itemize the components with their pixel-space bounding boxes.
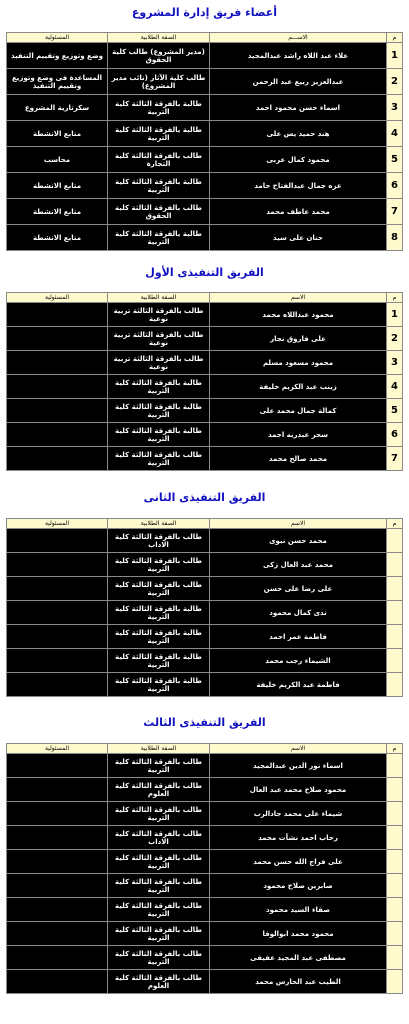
student-status: طالب بالفرقة الثالثة كلية التربية bbox=[108, 898, 210, 922]
member-name: فاطمة عمر احمد bbox=[210, 625, 387, 649]
row-number: 5 bbox=[387, 399, 403, 423]
row-number bbox=[387, 673, 403, 697]
table-row bbox=[7, 399, 403, 423]
section-title-team-3: الفريق التنفيذى الثالث bbox=[143, 716, 266, 729]
table-row bbox=[7, 898, 403, 922]
student-status: طالبة بالفرقة الثالثة كلية التربية bbox=[108, 173, 210, 199]
member-name: علاء عبد اللاه راشد عبدالمجيد bbox=[210, 43, 387, 69]
member-name: محمود عبداللاه محمد bbox=[210, 303, 387, 327]
row-number bbox=[387, 601, 403, 625]
responsibility bbox=[7, 327, 108, 351]
responsibility bbox=[7, 898, 108, 922]
member-name: محمد عبد العال زكى bbox=[210, 553, 387, 577]
table-row bbox=[7, 147, 403, 173]
member-name: الطيب عبد الحارس محمد bbox=[210, 970, 387, 994]
header-role: المسئولية bbox=[7, 293, 108, 303]
table-body bbox=[7, 529, 403, 697]
section-title-team-1: الفريق التنفيذى الأول bbox=[145, 266, 264, 279]
table-row bbox=[7, 303, 403, 327]
student-status: طالب بالفرقة الثالثة تربية نوعية bbox=[108, 351, 210, 375]
table-row bbox=[7, 850, 403, 874]
member-name: على فاروق نجار bbox=[210, 327, 387, 351]
member-name: على رضا على حسن bbox=[210, 577, 387, 601]
table-row bbox=[7, 778, 403, 802]
student-status: طالب كلية الآثار (نائب مدير المشروع) bbox=[108, 69, 210, 95]
member-name: هند حميد يس على bbox=[210, 121, 387, 147]
member-name: رحاب احمد نشأت محمد bbox=[210, 826, 387, 850]
responsibility bbox=[7, 850, 108, 874]
header-num: م bbox=[387, 744, 403, 754]
responsibility: المساعدة فى وضع وتوزيع وتقييم التنفيذ bbox=[7, 69, 108, 95]
table-row bbox=[7, 423, 403, 447]
responsibility bbox=[7, 874, 108, 898]
section-title-team-2: الفريق التنفيذى الثانى bbox=[143, 491, 266, 504]
student-status: طالب بالفرقة الثالثة كلية التربية bbox=[108, 874, 210, 898]
row-number bbox=[387, 898, 403, 922]
member-name: فاطمة عبد الكريم خليفة bbox=[210, 673, 387, 697]
row-number bbox=[387, 850, 403, 874]
table-header-row bbox=[7, 33, 403, 43]
responsibility bbox=[7, 601, 108, 625]
header-status: الصفة الطلابية bbox=[108, 519, 210, 529]
row-number bbox=[387, 970, 403, 994]
member-name: شيماء على محمد جادالرب bbox=[210, 802, 387, 826]
student-status: طالب بالفرقة الثالثة كلية العلوم bbox=[108, 778, 210, 802]
header-name: الاسم bbox=[210, 744, 387, 754]
student-status: طالبة بالفرقة الثالثة كلية التربية bbox=[108, 673, 210, 697]
member-name: حنان على سيد bbox=[210, 225, 387, 251]
header-status: الصفة الطلابية bbox=[108, 293, 210, 303]
student-status: طالبة بالفرقة الثالثة كلية التربية bbox=[108, 423, 210, 447]
member-name: اسماء نور الدين عبدالمجيد bbox=[210, 754, 387, 778]
header-status: الصفة الطلابية bbox=[108, 744, 210, 754]
responsibility bbox=[7, 673, 108, 697]
student-status: طالب بالفرقة الثالثة كلية العلوم bbox=[108, 970, 210, 994]
responsibility bbox=[7, 529, 108, 553]
responsibility: محاسب bbox=[7, 147, 108, 173]
student-status: طالب بالفرقة الثالثة كلية التربية bbox=[108, 946, 210, 970]
responsibility: متابع الانشطة bbox=[7, 225, 108, 251]
student-status: طالب بالفرقة الثالثة كلية الاداب bbox=[108, 826, 210, 850]
student-status: طالبة بالفرقة الثالثة كلية التربية bbox=[108, 375, 210, 399]
member-name: زينب عبد الكريم خليفة bbox=[210, 375, 387, 399]
member-name: عزه جمال عبدالفتاح حامد bbox=[210, 173, 387, 199]
table-row bbox=[7, 199, 403, 225]
table-row bbox=[7, 802, 403, 826]
table-row bbox=[7, 447, 403, 471]
table-row bbox=[7, 225, 403, 251]
responsibility bbox=[7, 778, 108, 802]
table-row bbox=[7, 577, 403, 601]
table-row bbox=[7, 327, 403, 351]
responsibility bbox=[7, 922, 108, 946]
table-row bbox=[7, 826, 403, 850]
responsibility bbox=[7, 754, 108, 778]
student-status: طالبة بالفرقة الثالثة كلية التربية bbox=[108, 121, 210, 147]
table-row bbox=[7, 95, 403, 121]
table-row bbox=[7, 874, 403, 898]
row-number: 1 bbox=[387, 303, 403, 327]
table-row bbox=[7, 375, 403, 399]
header-status: الصفة الطلابية bbox=[108, 33, 210, 43]
header-role: المسئولية bbox=[7, 744, 108, 754]
member-name: محمد عاطف محمد bbox=[210, 199, 387, 225]
student-status: طالبة بالفرقة الثالثة كلية التربية bbox=[108, 625, 210, 649]
header-name: الاسم bbox=[210, 293, 387, 303]
responsibility bbox=[7, 447, 108, 471]
main-title: أعضاء فريق إدارة المشروع bbox=[131, 6, 278, 19]
member-name: على فراج الله حسن محمد bbox=[210, 850, 387, 874]
row-number bbox=[387, 802, 403, 826]
table-row bbox=[7, 922, 403, 946]
row-number: 2 bbox=[387, 327, 403, 351]
responsibility bbox=[7, 303, 108, 327]
responsibility bbox=[7, 802, 108, 826]
member-name: محمود مسعود مسلم bbox=[210, 351, 387, 375]
responsibility bbox=[7, 826, 108, 850]
row-number: 3 bbox=[387, 351, 403, 375]
responsibility bbox=[7, 946, 108, 970]
row-number: 5 bbox=[387, 147, 403, 173]
responsibility: وضع وتوزيع وتقييم التنفيذ bbox=[7, 43, 108, 69]
responsibility bbox=[7, 423, 108, 447]
member-name: اسماء حسن محمود احمد bbox=[210, 95, 387, 121]
header-num: م bbox=[387, 33, 403, 43]
responsibility: متابع الانشطة bbox=[7, 121, 108, 147]
responsibility: متابع الانشطة bbox=[7, 199, 108, 225]
row-number bbox=[387, 553, 403, 577]
table-body bbox=[7, 303, 403, 471]
table-row bbox=[7, 69, 403, 95]
member-name: عبدالعزيز ربيع عبد الرحمن bbox=[210, 69, 387, 95]
row-number bbox=[387, 922, 403, 946]
responsibility bbox=[7, 970, 108, 994]
student-status: طالبة بالفرقة الثالثة كلية التربية bbox=[108, 225, 210, 251]
member-name: كمالة جمال محمد على bbox=[210, 399, 387, 423]
table-row bbox=[7, 601, 403, 625]
student-status: طالب بالفرقة الثالثة كلية التربية bbox=[108, 802, 210, 826]
management-table bbox=[6, 32, 403, 251]
student-status: طالب بالفرقة الثالثة كلية التجارة bbox=[108, 147, 210, 173]
table-row bbox=[7, 649, 403, 673]
table-body bbox=[7, 43, 403, 251]
row-number: 6 bbox=[387, 173, 403, 199]
student-status: طالب بالفرقة الثالثة كلية التربية bbox=[108, 754, 210, 778]
table-row bbox=[7, 625, 403, 649]
table-body bbox=[7, 754, 403, 994]
table-row bbox=[7, 173, 403, 199]
table-row bbox=[7, 351, 403, 375]
member-name: الشيماء رجب محمد bbox=[210, 649, 387, 673]
student-status: طالبة بالفرقة الثالثة كلية التربية bbox=[108, 601, 210, 625]
header-role: المسئولية bbox=[7, 33, 108, 43]
header-role: المسئولية bbox=[7, 519, 108, 529]
student-status: (مدير المشروع) طالب كلية الحقوق bbox=[108, 43, 210, 69]
row-number: 7 bbox=[387, 199, 403, 225]
responsibility: سكرتارية المشروع bbox=[7, 95, 108, 121]
table-row bbox=[7, 673, 403, 697]
row-number bbox=[387, 946, 403, 970]
responsibility bbox=[7, 649, 108, 673]
row-number bbox=[387, 625, 403, 649]
member-name: محمود كمال عربى bbox=[210, 147, 387, 173]
table-row bbox=[7, 946, 403, 970]
student-status: طالب بالفرقة الثالثة كلية التربية bbox=[108, 553, 210, 577]
responsibility bbox=[7, 625, 108, 649]
row-number bbox=[387, 529, 403, 553]
member-name: محمود صلاح محمد عبد العال bbox=[210, 778, 387, 802]
row-number bbox=[387, 778, 403, 802]
member-name: صابرين صلاح محمود bbox=[210, 874, 387, 898]
responsibility bbox=[7, 399, 108, 423]
header-name: الاســـم bbox=[210, 33, 387, 43]
team-3-table bbox=[6, 743, 403, 994]
header-num: م bbox=[387, 293, 403, 303]
student-status: طالب بالفرقة الثالثة تربية نوعية bbox=[108, 303, 210, 327]
student-status: طالب بالفرقة الثالثة كلية الحقوق bbox=[108, 199, 210, 225]
row-number: 2 bbox=[387, 69, 403, 95]
member-name: مصطفى عبد المجيد عفيفى bbox=[210, 946, 387, 970]
member-name: ندى كمال محمود bbox=[210, 601, 387, 625]
row-number: 4 bbox=[387, 375, 403, 399]
student-status: طالب بالفرقة الثالثة كلية التربية bbox=[108, 922, 210, 946]
table-row bbox=[7, 970, 403, 994]
table-row bbox=[7, 754, 403, 778]
row-number: 4 bbox=[387, 121, 403, 147]
row-number: 1 bbox=[387, 43, 403, 69]
member-name: محمد صالح محمد bbox=[210, 447, 387, 471]
member-name: سحر عبدربه احمد bbox=[210, 423, 387, 447]
row-number: 6 bbox=[387, 423, 403, 447]
team-1-table bbox=[6, 292, 403, 471]
student-status: طالب بالفرقة الثالثة كلية التربية bbox=[108, 577, 210, 601]
row-number: 7 bbox=[387, 447, 403, 471]
table-header-row bbox=[7, 293, 403, 303]
table-header-row bbox=[7, 519, 403, 529]
student-status: طالبة بالفرقة الثالثة كلية التربية bbox=[108, 95, 210, 121]
row-number bbox=[387, 577, 403, 601]
row-number bbox=[387, 649, 403, 673]
table-row bbox=[7, 121, 403, 147]
table-row bbox=[7, 43, 403, 69]
table-row bbox=[7, 553, 403, 577]
row-number: 3 bbox=[387, 95, 403, 121]
student-status: طالب بالفرقة الثالثة تربية نوعية bbox=[108, 327, 210, 351]
row-number bbox=[387, 874, 403, 898]
row-number: 8 bbox=[387, 225, 403, 251]
student-status: طالبة بالفرقة الثالثة كلية التربية bbox=[108, 399, 210, 423]
student-status: طالب بالفرقة الثالثة كلية التربية bbox=[108, 447, 210, 471]
student-status: طالب بالفرقة الثالثة كلية الاداب bbox=[108, 529, 210, 553]
header-name: الاسم bbox=[210, 519, 387, 529]
responsibility bbox=[7, 553, 108, 577]
team-2-table bbox=[6, 518, 403, 697]
table-header-row bbox=[7, 744, 403, 754]
student-status: طالبة بالفرقة الثالثة كلية التربية bbox=[108, 649, 210, 673]
responsibility bbox=[7, 375, 108, 399]
row-number bbox=[387, 826, 403, 850]
table-row bbox=[7, 529, 403, 553]
header-num: م bbox=[387, 519, 403, 529]
row-number bbox=[387, 754, 403, 778]
responsibility bbox=[7, 577, 108, 601]
member-name: محمود محمد ابوالوفا bbox=[210, 922, 387, 946]
member-name: صفاء السيد محمود bbox=[210, 898, 387, 922]
responsibility bbox=[7, 351, 108, 375]
responsibility: متابع الانشطة bbox=[7, 173, 108, 199]
student-status: طالب بالفرقة الثالثة كلية التربية bbox=[108, 850, 210, 874]
member-name: محمد حسن نبوى bbox=[210, 529, 387, 553]
